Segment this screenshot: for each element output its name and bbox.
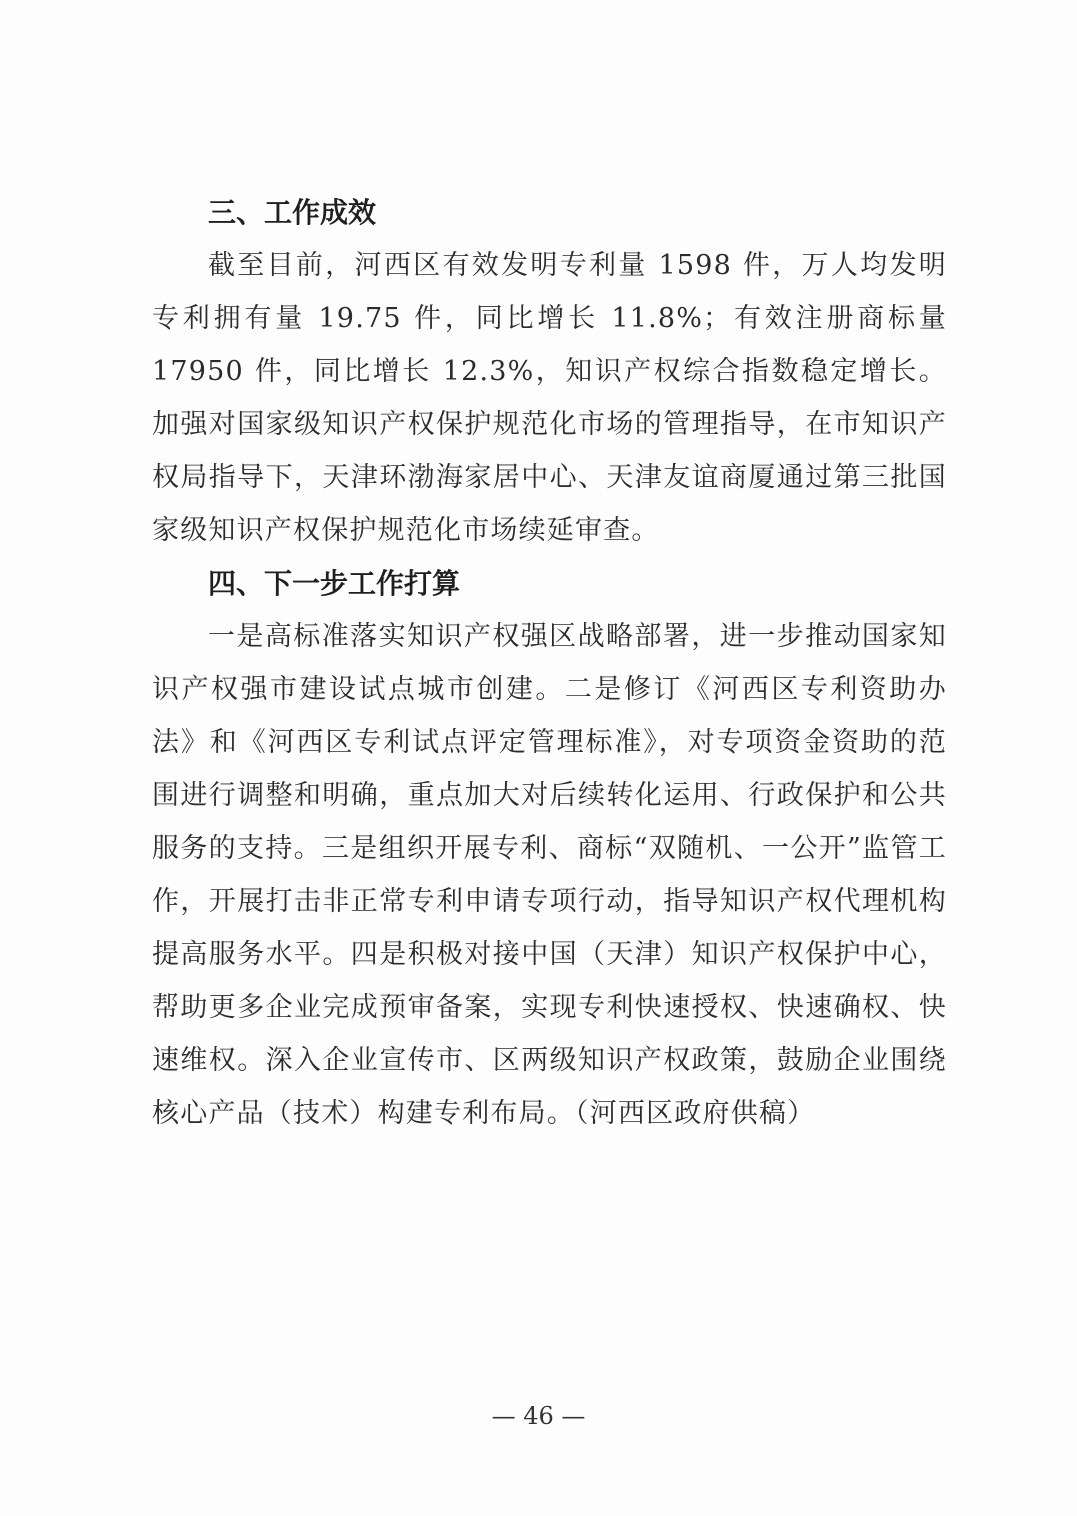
section-heading-results: 三、工作成效: [208, 196, 377, 229]
section-paragraph-results: 截至目前，河西区有效发明专利量 1598 件，万人均发明专利拥有量 19.75 件，同比增长 11.8%；有效注册商标量 17950 件，同比增长 12.3%，知识产权综合指数稳定增长。加强对国家级知识产权保护规范化市场的管理指导，在市知识产权局指导下，天津环渤海家居中心、天津友谊商厦通过第三批国家级知识产权保护规范化市场续延审查。: [152, 250, 947, 546]
document-body: [152, 186, 947, 1140]
section-paragraph-next-steps: 一是高标准落实知识产权强区战略部署，进一步推动国家知识产权强市建设试点城市创建。二是修订《河西区专利资助办法》和《河西区专利试点评定管理标准》，对专项资金资助的范围进行调整和明确，重点加大对后续转化运用、行政保护和公共服务的支持。三是组织开展专利、商标“双随机、一公开”监管工作，开展打击非正常专利申请专项行动，指导知识产权代理机构提高服务水平。四是积极对接中国（天津）知识产权保护中心，帮助更多企业完成预审备案，实现专利快速授权、快速确权、快速维权。深入企业宣传市、区两级知识产权政策，鼓励企业围绕核心产品（技术）构建专利布局。（河西区政府供稿）: [152, 621, 947, 1129]
page-number: — 46 —: [491, 1402, 586, 1430]
section-heading-next-steps: 四、下一步工作打算: [208, 567, 461, 600]
